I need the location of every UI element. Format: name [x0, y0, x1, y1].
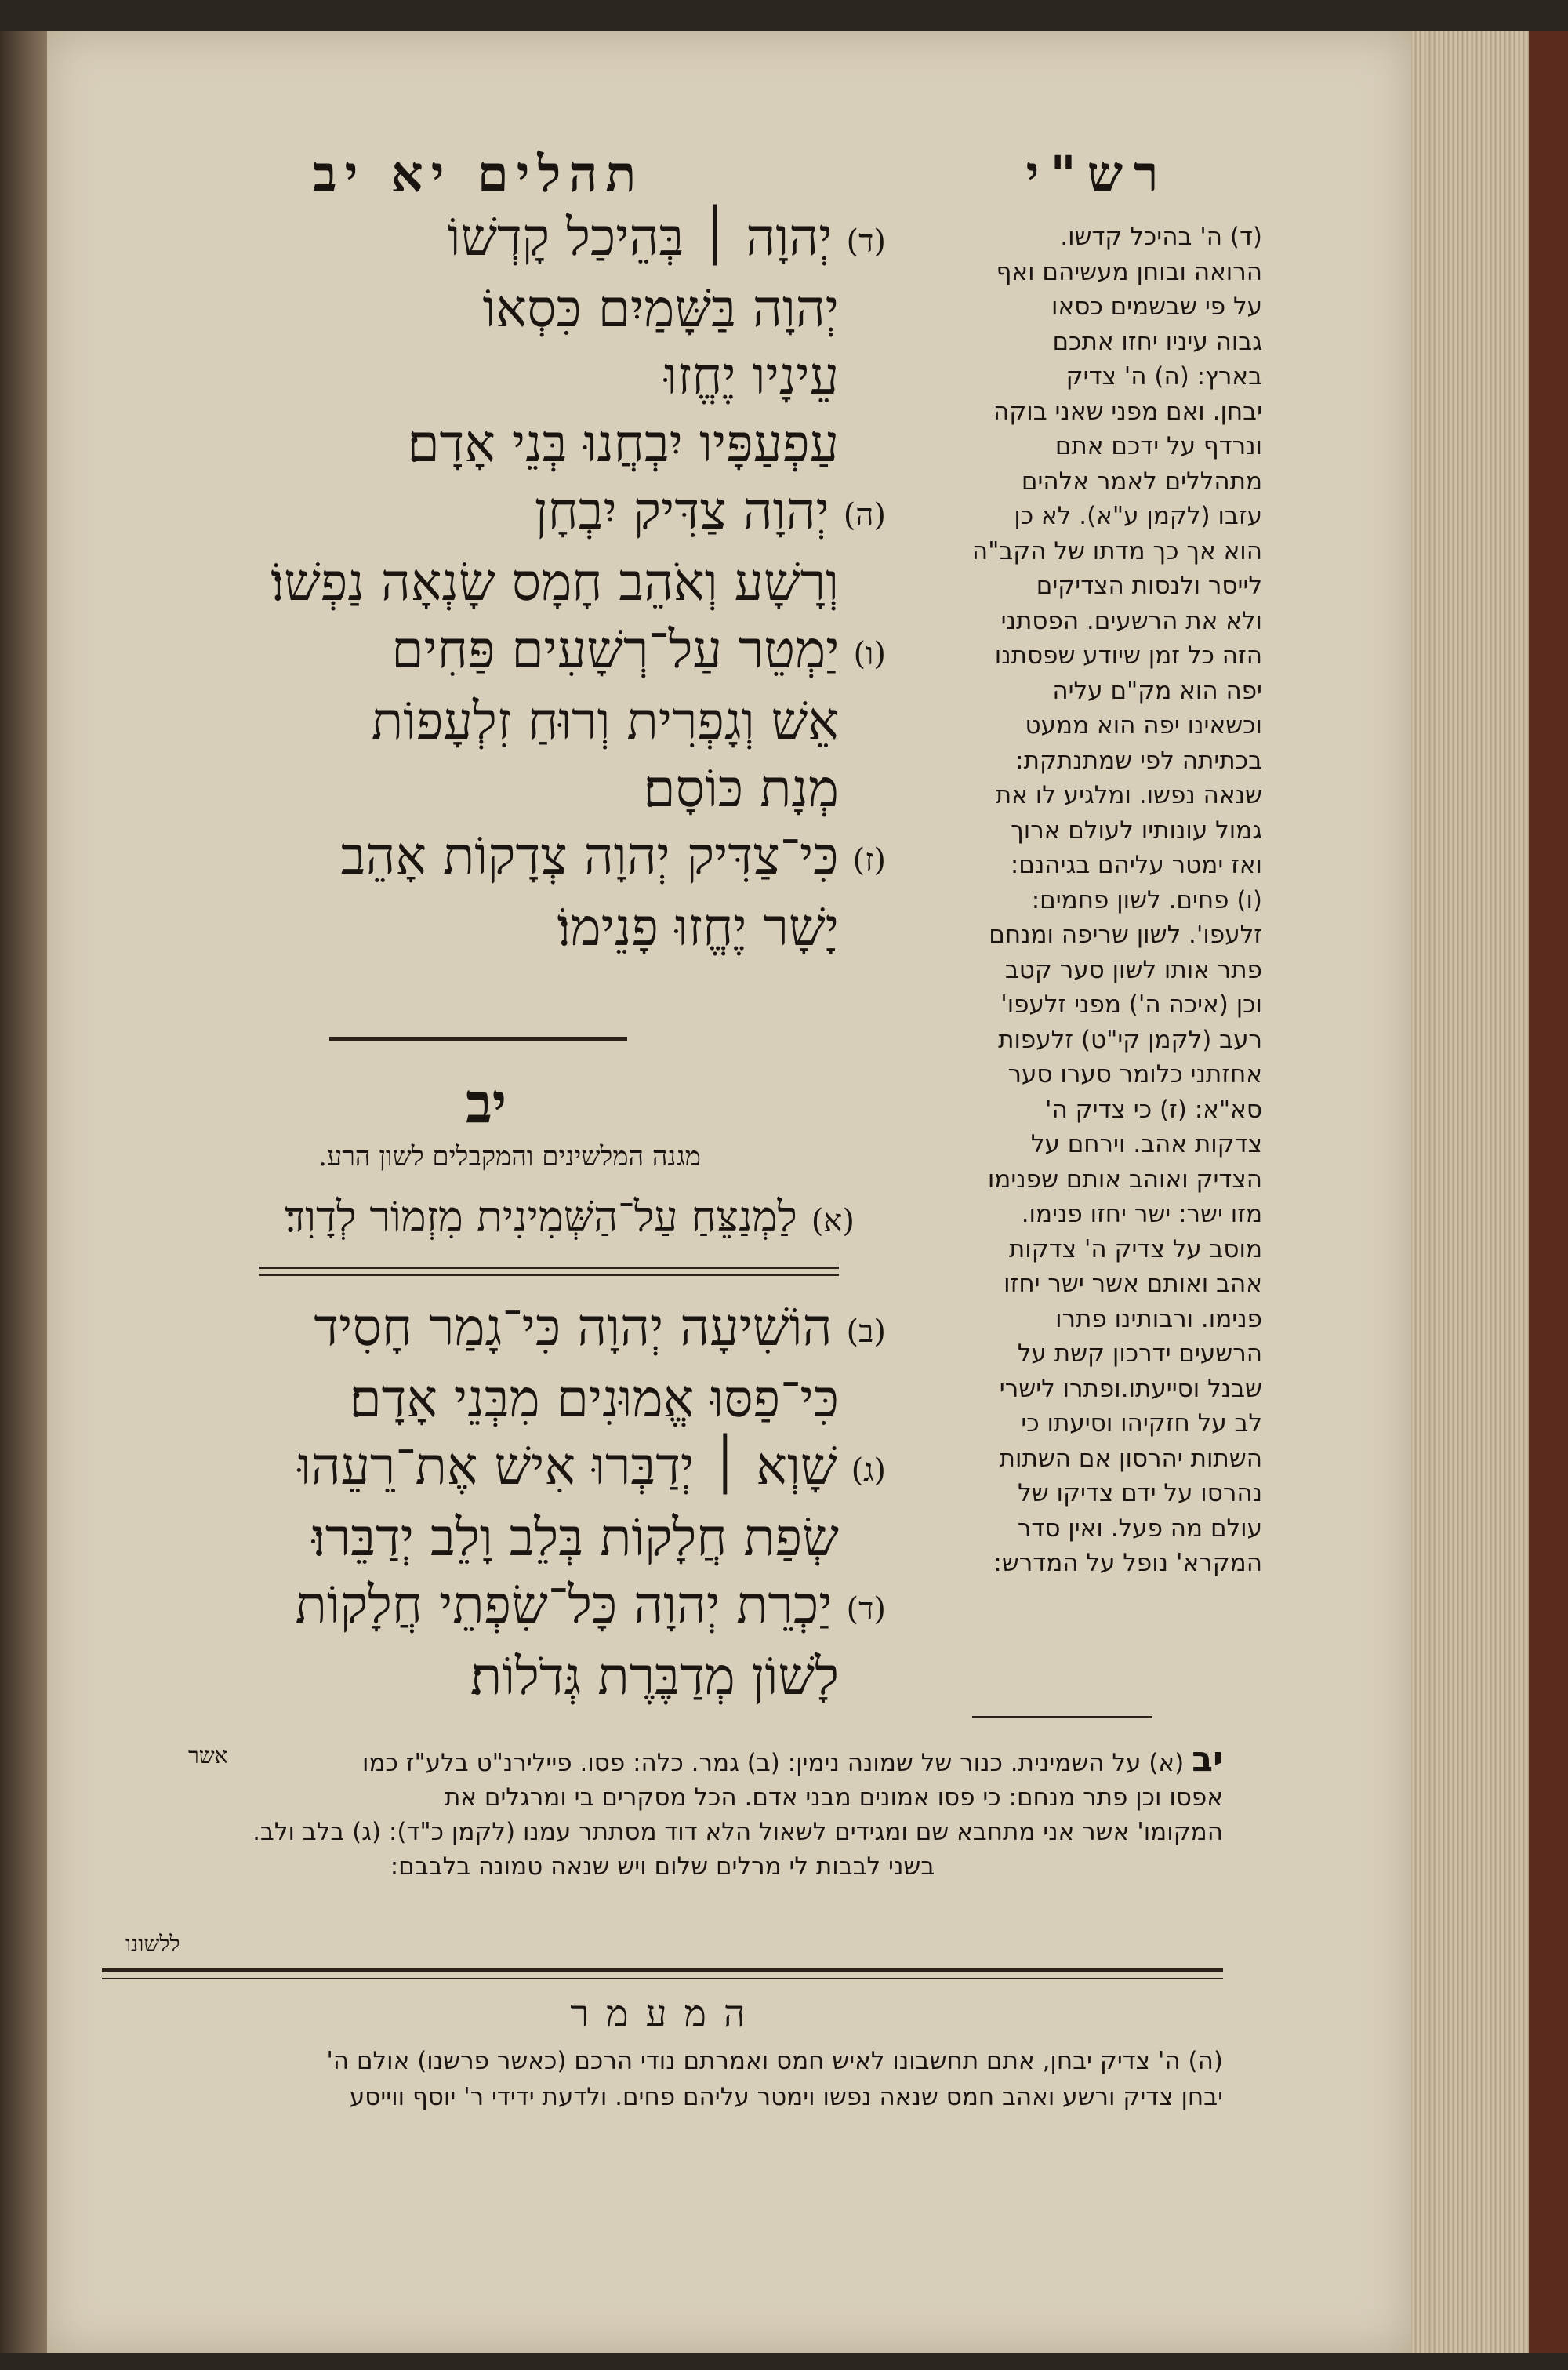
verse-number: (ב)	[846, 1314, 886, 1350]
verse-number: (ד)	[846, 224, 886, 260]
rashi-line: נהרסו על ידם צדיקו של	[1018, 1479, 1262, 1507]
verse-number: (ז)	[852, 842, 886, 878]
psalm-12-verse-1: (א)לַמְנַצֵּחַ עַל־הַשְּׁמִינִית מִזְמוֹר לְדָוִד׃	[285, 1192, 855, 1241]
rashi-line: לייסר ולנסות הצדיקים	[1036, 572, 1262, 600]
maamar-rule-thin	[102, 1978, 1223, 1979]
rashi-line: מתהללים לאמר אלהים	[1021, 467, 1262, 496]
verse-line: וְרָשָׁע וְאֹהֵב חָמָס שָׂנְאָה נַפְשׁוֹ׃	[270, 552, 839, 612]
rashi-line: הזה כל זמן שיודע שפסתנו	[994, 642, 1262, 670]
verse-line: אֵשׁ וְגָפְרִית וְרוּחַ זִלְעָפוֹת	[371, 691, 839, 751]
rashi-end-rule	[972, 1716, 1152, 1718]
footnotes	[102, 1739, 1223, 1884]
rashi-line: אחזתני כלומר סערו סער	[1007, 1060, 1262, 1089]
rashi-line: צדקות אהב. וירחם על	[1030, 1130, 1262, 1158]
rashi-line: הצדיק ואוהב אותם שפנימו	[987, 1165, 1262, 1194]
verse-line: (ג)שָׁוְא ׀ יְדַבְּרוּ אִישׁ אֶת־רֵעֵהוּ	[297, 1436, 886, 1496]
rashi-line: ונרדף על ידכם אתם	[1054, 432, 1262, 460]
rashi-line: מזו ישר: ישר יחזו פנימו.	[1021, 1200, 1262, 1228]
rashi-line: פתר אותו לשון סער קטב	[1004, 955, 1262, 984]
rashi-line: בארץ: (ה) ה' צדיק	[1065, 362, 1262, 391]
verse-line: (ב)הוֹשִׁיעָה יְהוָה כִּי־גָמַר חָסִיד	[314, 1297, 886, 1358]
maamar-line: (ה) ה' צדיק יבחן, אתם תחשבונו לאיש חמס ואמרתם נודי הרכם (כאשר פרשנו) אולם ה'	[326, 2047, 1223, 2075]
verse-number: (א)	[811, 1202, 855, 1239]
rashi-line: וכשאינו יפה הוא ממעט	[1025, 711, 1262, 740]
rashi-line: עולם מה פעל. ואין סדר	[1017, 1514, 1262, 1543]
catchword-bottom: ללשונו	[125, 1931, 180, 1957]
rashi-line: (ו) פחים. לשון פחמים:	[1031, 885, 1262, 914]
rashi-line: מוסב על צדיק ה' צדקות	[1008, 1234, 1262, 1263]
verse-line: (ו)יַמְטֵר עַל־רְשָׁעִים פַּחִים	[391, 620, 886, 680]
rashi-line: ואז ימטר עליהם בגיהנם:	[1010, 851, 1262, 879]
verse-number: (ג)	[851, 1452, 886, 1489]
rashi-line: שבנל וסייעתו.ופתרו לישרי	[999, 1374, 1262, 1403]
verse-line: יָשָׁר יֶחֱזוּ פָנֵימוֹ׃	[557, 897, 839, 958]
note-line: בשני לבבות לי מרלים שלום ויש שנאה טמונה בלבבם:	[390, 1852, 935, 1881]
verse-line: עֵינָיו יֶחֱזוּ	[664, 346, 839, 406]
verse-number: (ו)	[853, 636, 886, 672]
verse-number: (ה)	[843, 497, 886, 533]
rashi-line: שנאה נפשו. ומלגיע לו את	[995, 781, 1262, 809]
verse-line: (ד)יַכְרֵת יְהוָה כָּל־שִׂפְתֵי חֲלָקוֹת	[295, 1575, 886, 1635]
maamar-commentary	[102, 2043, 1223, 2115]
rashi-line: לב על חזקיהו וסיעתו כי	[1021, 1409, 1262, 1438]
note-line: יב(א) על השמינית. כנור של שמונה נימין: (ב) גמר. כלה: פסו. פיילירנ"ט בלע"ז כמו	[362, 1739, 1223, 1779]
rashi-line: הוא אך כך מדתו של הקב"ה	[971, 536, 1262, 565]
double-rule-top	[259, 1267, 839, 1269]
rashi-line: גבוה עיניו יחזו אתכם	[1052, 327, 1262, 356]
rashi-header: רש"י	[1025, 145, 1170, 204]
rashi-commentary	[917, 220, 1262, 1581]
rashi-line: פנימו. ורבותינו פתרו	[1055, 1304, 1262, 1333]
rashi-line: גמול עונותיו לעולם ארוך	[1011, 816, 1262, 845]
maamar-rule-thick	[102, 1968, 1223, 1972]
rashi-line: יבחן. ואם מפני שאני בוקה	[993, 397, 1262, 426]
rashi-line: (ד) ה' בהיכל קדשו.	[1060, 223, 1262, 251]
psalm-11-text	[118, 204, 886, 961]
rashi-line: ולא את הרשעים. הפסתני	[1000, 606, 1262, 635]
rashi-line: בכתיתה לפי שמתנתקת:	[1015, 746, 1262, 775]
double-rule-bottom	[259, 1274, 839, 1276]
maamar-title: המעמר	[570, 1992, 763, 2036]
psalm-12-number: יב	[465, 1070, 507, 1136]
verse-line: (ד)יְהוָה ׀ בְּהֵיכַל קָדְשׁוֹ	[447, 207, 886, 267]
rashi-line: אהב ואותם אשר ישר יחזו	[1004, 1270, 1262, 1298]
verse-line: יְהוָה בַּשָּׁמַיִם כִּסְאוֹ	[482, 278, 839, 339]
verse-number: (ד)	[846, 1591, 886, 1627]
rashi-line: הרשעים ידרכון קשת על	[1017, 1339, 1262, 1368]
rashi-line: רעב (לקמן קי"ט) זלעפות	[998, 1025, 1262, 1054]
note-marker: יב	[1192, 1739, 1223, 1779]
book-left-edge	[0, 31, 47, 2353]
note-line: אפסו וכן פתר מנחם: כי פסו אמונים מבני אדם. הכל מסקרים בי ומרגלים את	[444, 1783, 1223, 1812]
verse-line: (ה)יְהוָה צַדִּיק יִבְחָן	[534, 481, 886, 541]
catchword-top: אשר	[188, 1743, 228, 1768]
verse-line: מְנָת כּוֹסָם׃	[643, 758, 839, 819]
rashi-line: המקרא' נופל על המדרש:	[993, 1549, 1262, 1577]
page-stack-edge	[1411, 31, 1529, 2353]
rashi-line: עזבו (לקמן ע"א). לא כן	[1014, 502, 1262, 530]
section-divider	[329, 1037, 627, 1041]
rashi-line: יפה הוא מק"ם עליה	[1052, 676, 1262, 705]
note-line: המקומו' אשר אני מתחבא שם ומגידים לשאול הלא דוד מסתתר עמנו (לקמן כ"ד): (ג) בלב ולב.	[252, 1818, 1223, 1846]
maamar-line: יבחן צדיק ורשע ואהב חמס שנאה נפשו וימטר עליהם פחים. ולדעת ידידי ר' יוסף ווייסע	[349, 2083, 1223, 2111]
psalm-12-subtitle: מגנה המלשינים והמקבלים לשון הרע.	[318, 1141, 701, 1172]
rashi-line: זלעפו'. לשון שריפה ומנחם	[989, 921, 1262, 949]
rashi-line: וכן (איכה ה') מפני זלעפו'	[1000, 991, 1262, 1019]
rashi-line: סא"א: (ז) כי צדיק ה'	[1045, 1095, 1262, 1124]
verse-line: לָשׁוֹן מְדַבֶּרֶת גְּדֹלוֹת׃	[470, 1646, 839, 1707]
rashi-line: על פי שבשמים כסאו	[1051, 293, 1262, 321]
psalm-12-text	[118, 1294, 886, 1710]
rashi-line: הרואה ובוחן מעשיהם ואף	[996, 257, 1262, 286]
verse-line: עַפְעַפָּיו יִבְחֲנוּ בְּנֵי אָדָם׃	[407, 413, 839, 474]
psalm-header: תהלים יא יב	[312, 145, 644, 204]
verse-line: (ז)כִּי־צַדִּיק יְהוָה צְדָקוֹת אָהֵב	[340, 826, 886, 886]
verse-line: כִּי־פַסּוּ אֱמוּנִים מִבְּנֵי אָדָם׃	[349, 1369, 839, 1429]
book-binding	[1529, 31, 1568, 2353]
rashi-line: השתות יהרסון אם השתות	[999, 1444, 1262, 1473]
verse-line: שְׂפַת חֲלָקוֹת בְּלֵב וָלֵב יְדַבֵּרוּ׃	[311, 1507, 839, 1568]
